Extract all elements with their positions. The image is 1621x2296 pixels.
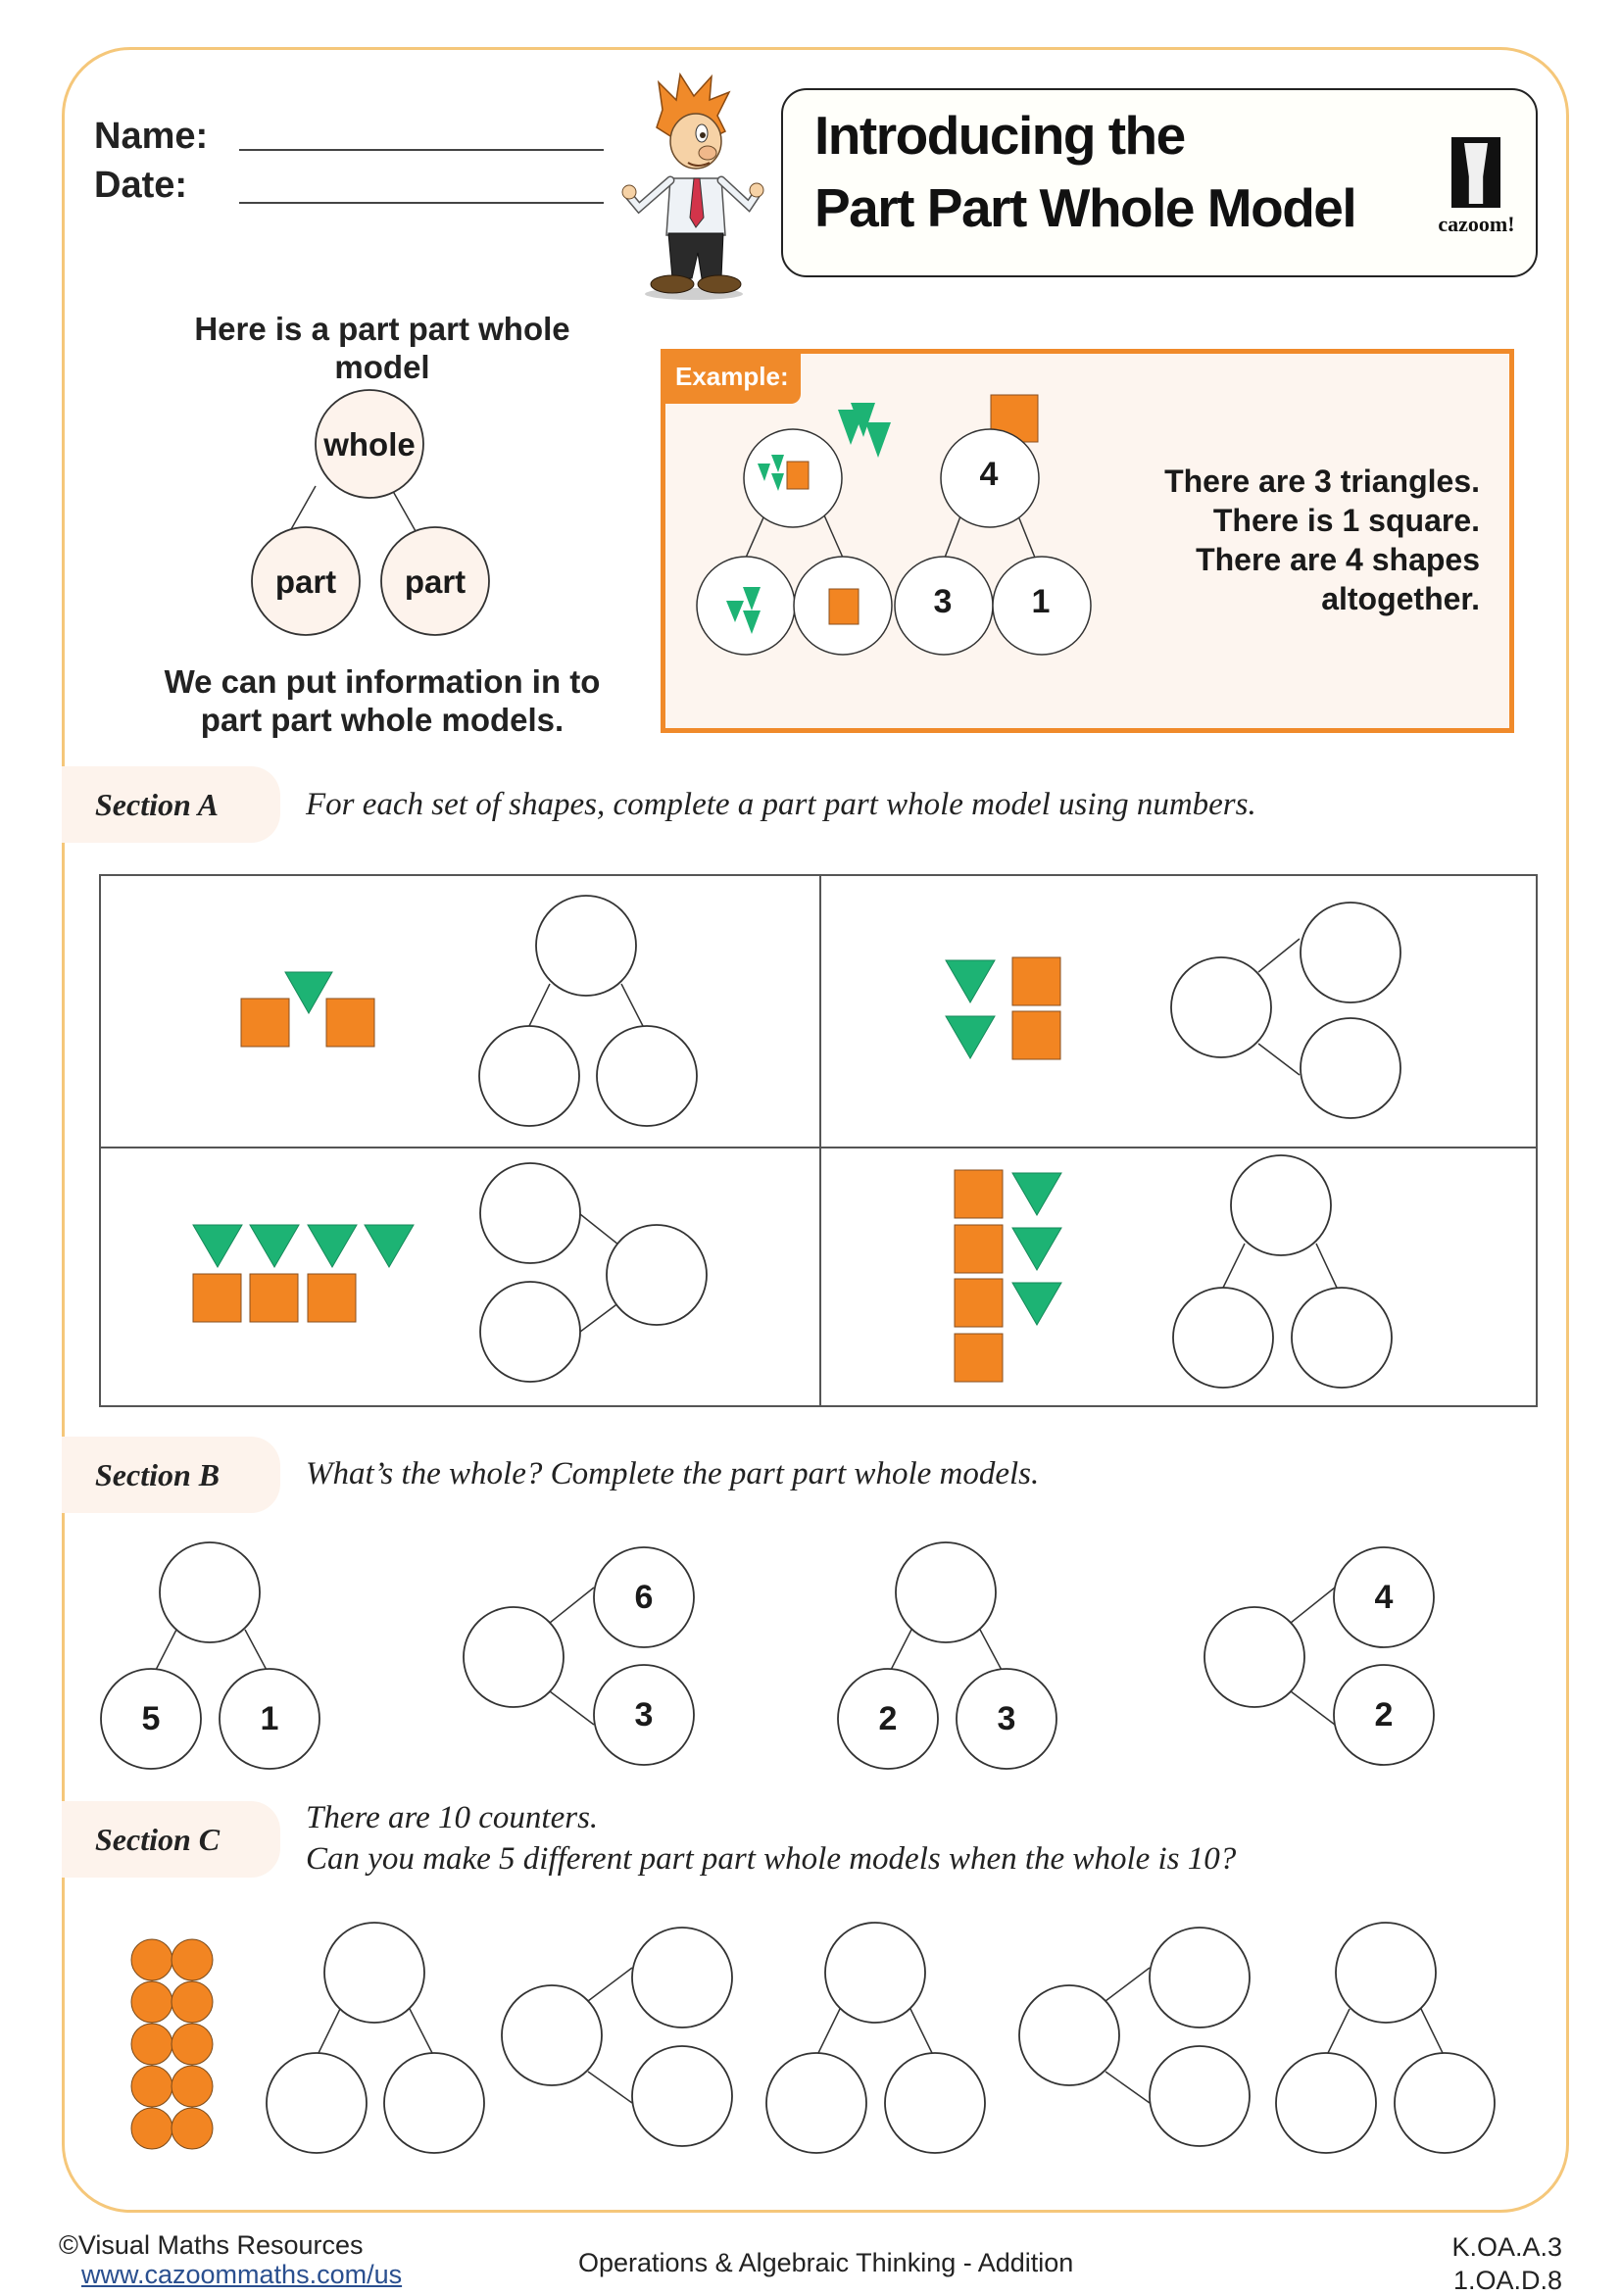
section-b-model4-part-bottom: 2 xyxy=(1374,1696,1394,1734)
topic-text: Operations & Algebraic Thinking - Addition xyxy=(578,2248,1074,2277)
copyright-text: ©Visual Maths Resources xyxy=(59,2230,364,2260)
page-title-line1: Introducing the xyxy=(814,105,1185,166)
section-b-model2-part-bottom: 3 xyxy=(634,1696,654,1734)
section-a-cell-2 xyxy=(946,903,1400,1118)
cazoom-logo xyxy=(1430,137,1523,245)
title-box xyxy=(781,88,1538,277)
part-left-label: part xyxy=(274,563,337,600)
counters-icon xyxy=(131,1939,213,2149)
logo-text: cazoom! xyxy=(1438,212,1515,236)
section-c-instruction xyxy=(306,1797,1236,1880)
part-right-label: part xyxy=(404,563,467,600)
date-field[interactable] xyxy=(239,202,604,204)
section-b-model3-part-left: 2 xyxy=(878,1700,898,1737)
section-c-pill xyxy=(62,1801,280,1878)
section-b-model1-part-left: 5 xyxy=(141,1700,161,1737)
example-part-right-number: 1 xyxy=(1031,583,1051,620)
section-b-model2-part-top: 6 xyxy=(634,1579,654,1616)
example-explanation xyxy=(1164,462,1480,618)
name-label: Name: xyxy=(94,116,209,157)
section-a-instruction: For each set of shapes, complete a part part whole model using numbers. xyxy=(306,787,1256,822)
section-a-pill xyxy=(62,766,280,843)
standard-2: 1.OA.D.8 xyxy=(1452,2266,1562,2295)
intro-footer-line1: We can put information in to xyxy=(164,663,601,700)
example-tag: Example: xyxy=(665,354,801,404)
section-a-cell-4 xyxy=(955,1155,1392,1388)
name-field[interactable] xyxy=(239,149,604,151)
section-b-model1-part-right: 1 xyxy=(260,1700,279,1737)
example-text-line2: There is 1 square. xyxy=(1212,503,1480,538)
intro-footer-text xyxy=(137,662,627,739)
section-c-models xyxy=(0,1911,1621,2175)
intro-heading-line1: Here is a part part whole xyxy=(194,311,570,347)
example-part-left-number: 3 xyxy=(933,583,953,620)
section-b-models xyxy=(0,1529,1621,1783)
example-text-line1: There are 3 triangles. xyxy=(1164,464,1480,499)
section-a-label: Section A xyxy=(95,787,219,822)
section-c-instruction-line2: Can you make 5 different part part whole models when the whole is 10? xyxy=(306,1841,1237,1877)
website-link[interactable]: www.cazoommaths.com/us xyxy=(81,2260,403,2289)
whole-label: whole xyxy=(323,426,416,463)
standard-1: K.OA.A.3 xyxy=(1451,2232,1562,2262)
section-b-instruction: What’s the whole? Complete the part part whole models. xyxy=(306,1456,1040,1491)
page-title-line2: Part Part Whole Model xyxy=(814,177,1356,238)
intro-heading xyxy=(157,310,608,386)
example-whole-number: 4 xyxy=(979,456,999,493)
section-b-model4-part-top: 4 xyxy=(1374,1579,1394,1616)
section-a-cell-3 xyxy=(193,1163,707,1382)
section-b-pill xyxy=(62,1437,280,1513)
section-a-grid-content xyxy=(99,874,1538,1407)
intro-footer-line2: part part whole models. xyxy=(200,702,565,738)
example-text-line3: There are 4 shapes xyxy=(1196,542,1480,577)
cup-logo-icon xyxy=(1451,137,1500,208)
example-text-line4: altogether. xyxy=(1321,581,1480,616)
teacher-mascot-icon xyxy=(619,71,766,302)
section-c-instruction-line1: There are 10 counters. xyxy=(306,1800,599,1835)
intro-heading-line2: model xyxy=(334,349,430,385)
section-b-model3-part-right: 3 xyxy=(997,1700,1016,1737)
example-box xyxy=(661,349,1514,733)
date-label: Date: xyxy=(94,165,188,206)
section-a-cell-1 xyxy=(241,896,697,1126)
section-b-label: Section B xyxy=(95,1457,221,1492)
section-c-label: Section C xyxy=(95,1822,221,1857)
